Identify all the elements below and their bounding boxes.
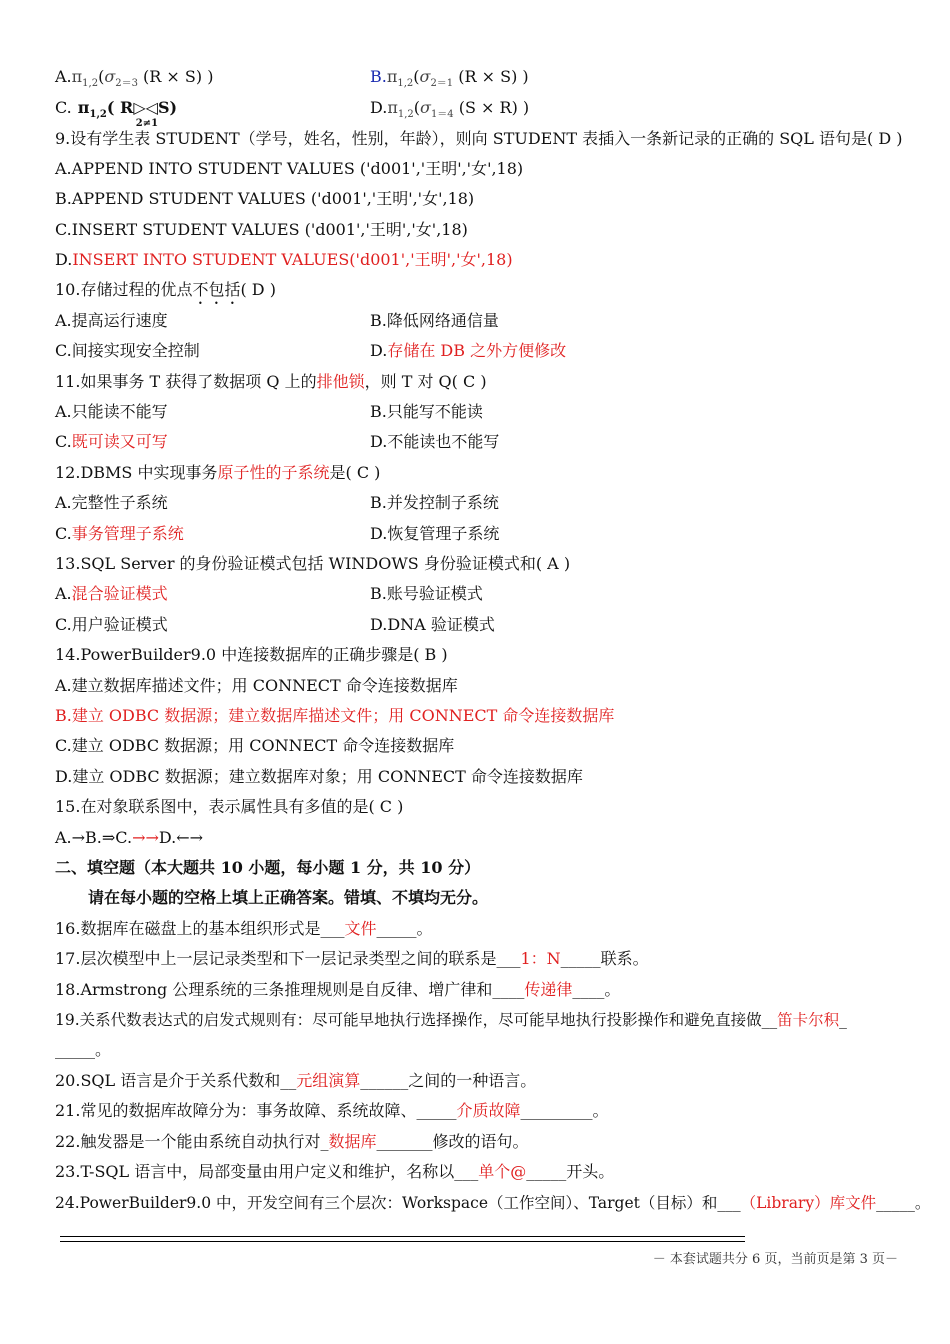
q10-option-c: C.间接实现安全控制 bbox=[55, 341, 200, 360]
q19-answer: 笛卡尔积 bbox=[777, 1011, 840, 1029]
q18: 18.Armstrong 公理系统的三条推理规则是自反律、增广律和____传递律____。 bbox=[55, 980, 621, 999]
q11-option-d: D.不能读也不能写 bbox=[370, 432, 500, 451]
q23-answer: 单个@ bbox=[478, 1162, 527, 1181]
q9-option-a: A.APPEND INTO STUDENT VALUES ('d001','王明','女',18) bbox=[55, 159, 524, 178]
q16: 16.数据库在磁盘上的基本组织形式是___文件_____。 bbox=[55, 919, 433, 938]
q13-option-a: A.混合验证模式 bbox=[55, 584, 168, 603]
q14-answer: 建立 ODBC 数据源；建立数据库描述文件；用 CONNECT 命令连接数据库 bbox=[71, 706, 615, 725]
q12-option-c: C.事务管理子系统 bbox=[55, 524, 184, 543]
q11-option-c: C.既可读又可写 bbox=[55, 432, 168, 451]
q12-option-a: A.完整性子系统 bbox=[55, 493, 168, 512]
q14-option-c: C.建立 ODBC 数据源；用 CONNECT 命令连接数据库 bbox=[55, 736, 455, 755]
q12-option-b: B.并发控制子系统 bbox=[370, 493, 499, 512]
section2-title: 二、填空题（本大题共 10 小题，每小题 1 分，共 10 分） bbox=[55, 858, 481, 877]
q21-answer: 介质故障 bbox=[456, 1101, 521, 1120]
q11-option-a: A.只能读不能写 bbox=[55, 402, 168, 421]
q22: 22.触发器是一个能由系统自动执行对_数据库_______修改的语句。 bbox=[55, 1132, 529, 1151]
q14-option-d: D.建立 ODBC 数据源；建立数据库对象；用 CONNECT 命令连接数据库 bbox=[55, 767, 583, 786]
q13-option-d: D.DNA 验证模式 bbox=[370, 615, 495, 634]
q12-answer: 事务管理子系统 bbox=[71, 524, 184, 543]
page-footer: － 本套试题共分 6 页，当前页是第 3 页－ bbox=[652, 1252, 898, 1267]
q15-stem: 15.在对象联系图中，表示属性具有多值的是( C ) bbox=[55, 797, 404, 816]
footer-rule bbox=[60, 1236, 745, 1242]
q17-answer: 1：N bbox=[520, 949, 561, 968]
q9-answer: INSERT INTO STUDENT VALUES('d001','王明','女',18) bbox=[72, 250, 513, 269]
q20: 20.SQL 语言是介于关系代数和__元组演算______之间的一种语言。 bbox=[55, 1071, 537, 1090]
q9-option-d: D.INSERT INTO STUDENT VALUES('d001','王明','女',18) bbox=[55, 250, 513, 269]
q10-emphasis: 不包括 bbox=[192, 280, 241, 299]
q10-option-d: D.存储在 DB 之外方便修改 bbox=[370, 341, 567, 360]
q12-option-d: D.恢复管理子系统 bbox=[370, 524, 500, 543]
q21: 21.常见的数据库故障分为：事务故障、系统故障、_____介质故障_________。 bbox=[55, 1101, 609, 1120]
q18-answer: 传递律 bbox=[524, 980, 573, 999]
q8-option-a: $A.\pi_{1,2}(\sigma_{2=3}$ (R × S) ) bbox=[55, 67, 214, 89]
q24-answer: （Library）库文件 bbox=[740, 1194, 877, 1212]
q11-stem: 11.如果事务 T 获得了数据项 Q 上的排他锁，则 T 对 Q( C ) bbox=[55, 372, 487, 391]
q11-answer: 既可读又可写 bbox=[71, 432, 168, 451]
q9-option-c: C.INSERT STUDENT VALUES ('d001','王明','女',18) bbox=[55, 220, 468, 239]
q9-option-b: B.APPEND STUDENT VALUES ('d001','王明','女',18) bbox=[55, 189, 475, 208]
q8-option-d: $D.\pi_{1,2}(\sigma_{1=4}$ (S × R) ) bbox=[370, 98, 530, 120]
q13-stem: 13.SQL Server 的身份验证模式包括 WINDOWS 身份验证模式和( A ) bbox=[55, 554, 571, 573]
q16-answer: 文件 bbox=[344, 919, 377, 938]
q19-continuation: _____。 bbox=[55, 1040, 112, 1059]
q11-option-b: B.只能写不能读 bbox=[370, 402, 483, 421]
q14-option-b: B.建立 ODBC 数据源；建立数据库描述文件；用 CONNECT 命令连接数据库 bbox=[55, 706, 615, 725]
q13-option-c: C.用户验证模式 bbox=[55, 615, 168, 634]
q8-option-b: $B.\pi_{1,2}(\sigma_{2=1}$ (R × S) ) bbox=[370, 67, 529, 89]
q10-option-a: A.提高运行速度 bbox=[55, 311, 168, 330]
q19: 19.关系代数表达式的启发式规则有：尽可能早地执行选择操作，尽可能早地执行投影操作和避免直接做__笛卡尔积_ bbox=[55, 1011, 847, 1029]
q13-answer: 混合验证模式 bbox=[71, 584, 168, 603]
q23: 23.T-SQL 语言中，局部变量由用户定义和维护，名称以___单个@_____开头。 bbox=[55, 1162, 615, 1181]
join-condition: 2≠1 bbox=[135, 118, 159, 129]
q8-option-c: C. $\pi_{1,2}$( R▷◁S) 2≠1 bbox=[55, 97, 177, 133]
q13-option-b: B.账号验证模式 bbox=[370, 584, 483, 603]
section2-instruction: 请在每小题的空格上填上正确答案。错填、不填均无分。 bbox=[88, 888, 489, 907]
q14-stem: 14.PowerBuilder9.0 中连接数据库的正确步骤是( B ) bbox=[55, 645, 448, 664]
q15-answer: →→ bbox=[132, 828, 159, 847]
q10-stem: 10.存储过程的优点不包括( D ) bbox=[55, 280, 276, 299]
q20-answer: 元组演算 bbox=[296, 1071, 361, 1090]
q17: 17.层次模型中上一层记录类型和下一层记录类型之间的联系是___1：N_____联系。 bbox=[55, 949, 649, 968]
q24: 24.PowerBuilder9.0 中，开发空间有三个层次：Workspace（工作空间）、Target（目标）和___（Library）库文件_____。 bbox=[55, 1194, 931, 1212]
q14-option-a: A.建立数据库描述文件；用 CONNECT 命令连接数据库 bbox=[55, 676, 458, 695]
q10-answer: 存储在 DB 之外方便修改 bbox=[387, 341, 567, 360]
q9-stem: 9.设有学生表 STUDENT（学号，姓名，性别，年龄），则向 STUDENT 表插入一条新记录的正确的 SQL 语句是( D ) bbox=[55, 129, 903, 148]
q15-options: A.→B.⇒C.→→D.←→ bbox=[55, 828, 204, 847]
q22-answer: 数据库 bbox=[328, 1132, 377, 1151]
q12-stem: 12.DBMS 中实现事务原子性的子系统是( C ) bbox=[55, 463, 381, 482]
q10-option-b: B.降低网络通信量 bbox=[370, 311, 499, 330]
